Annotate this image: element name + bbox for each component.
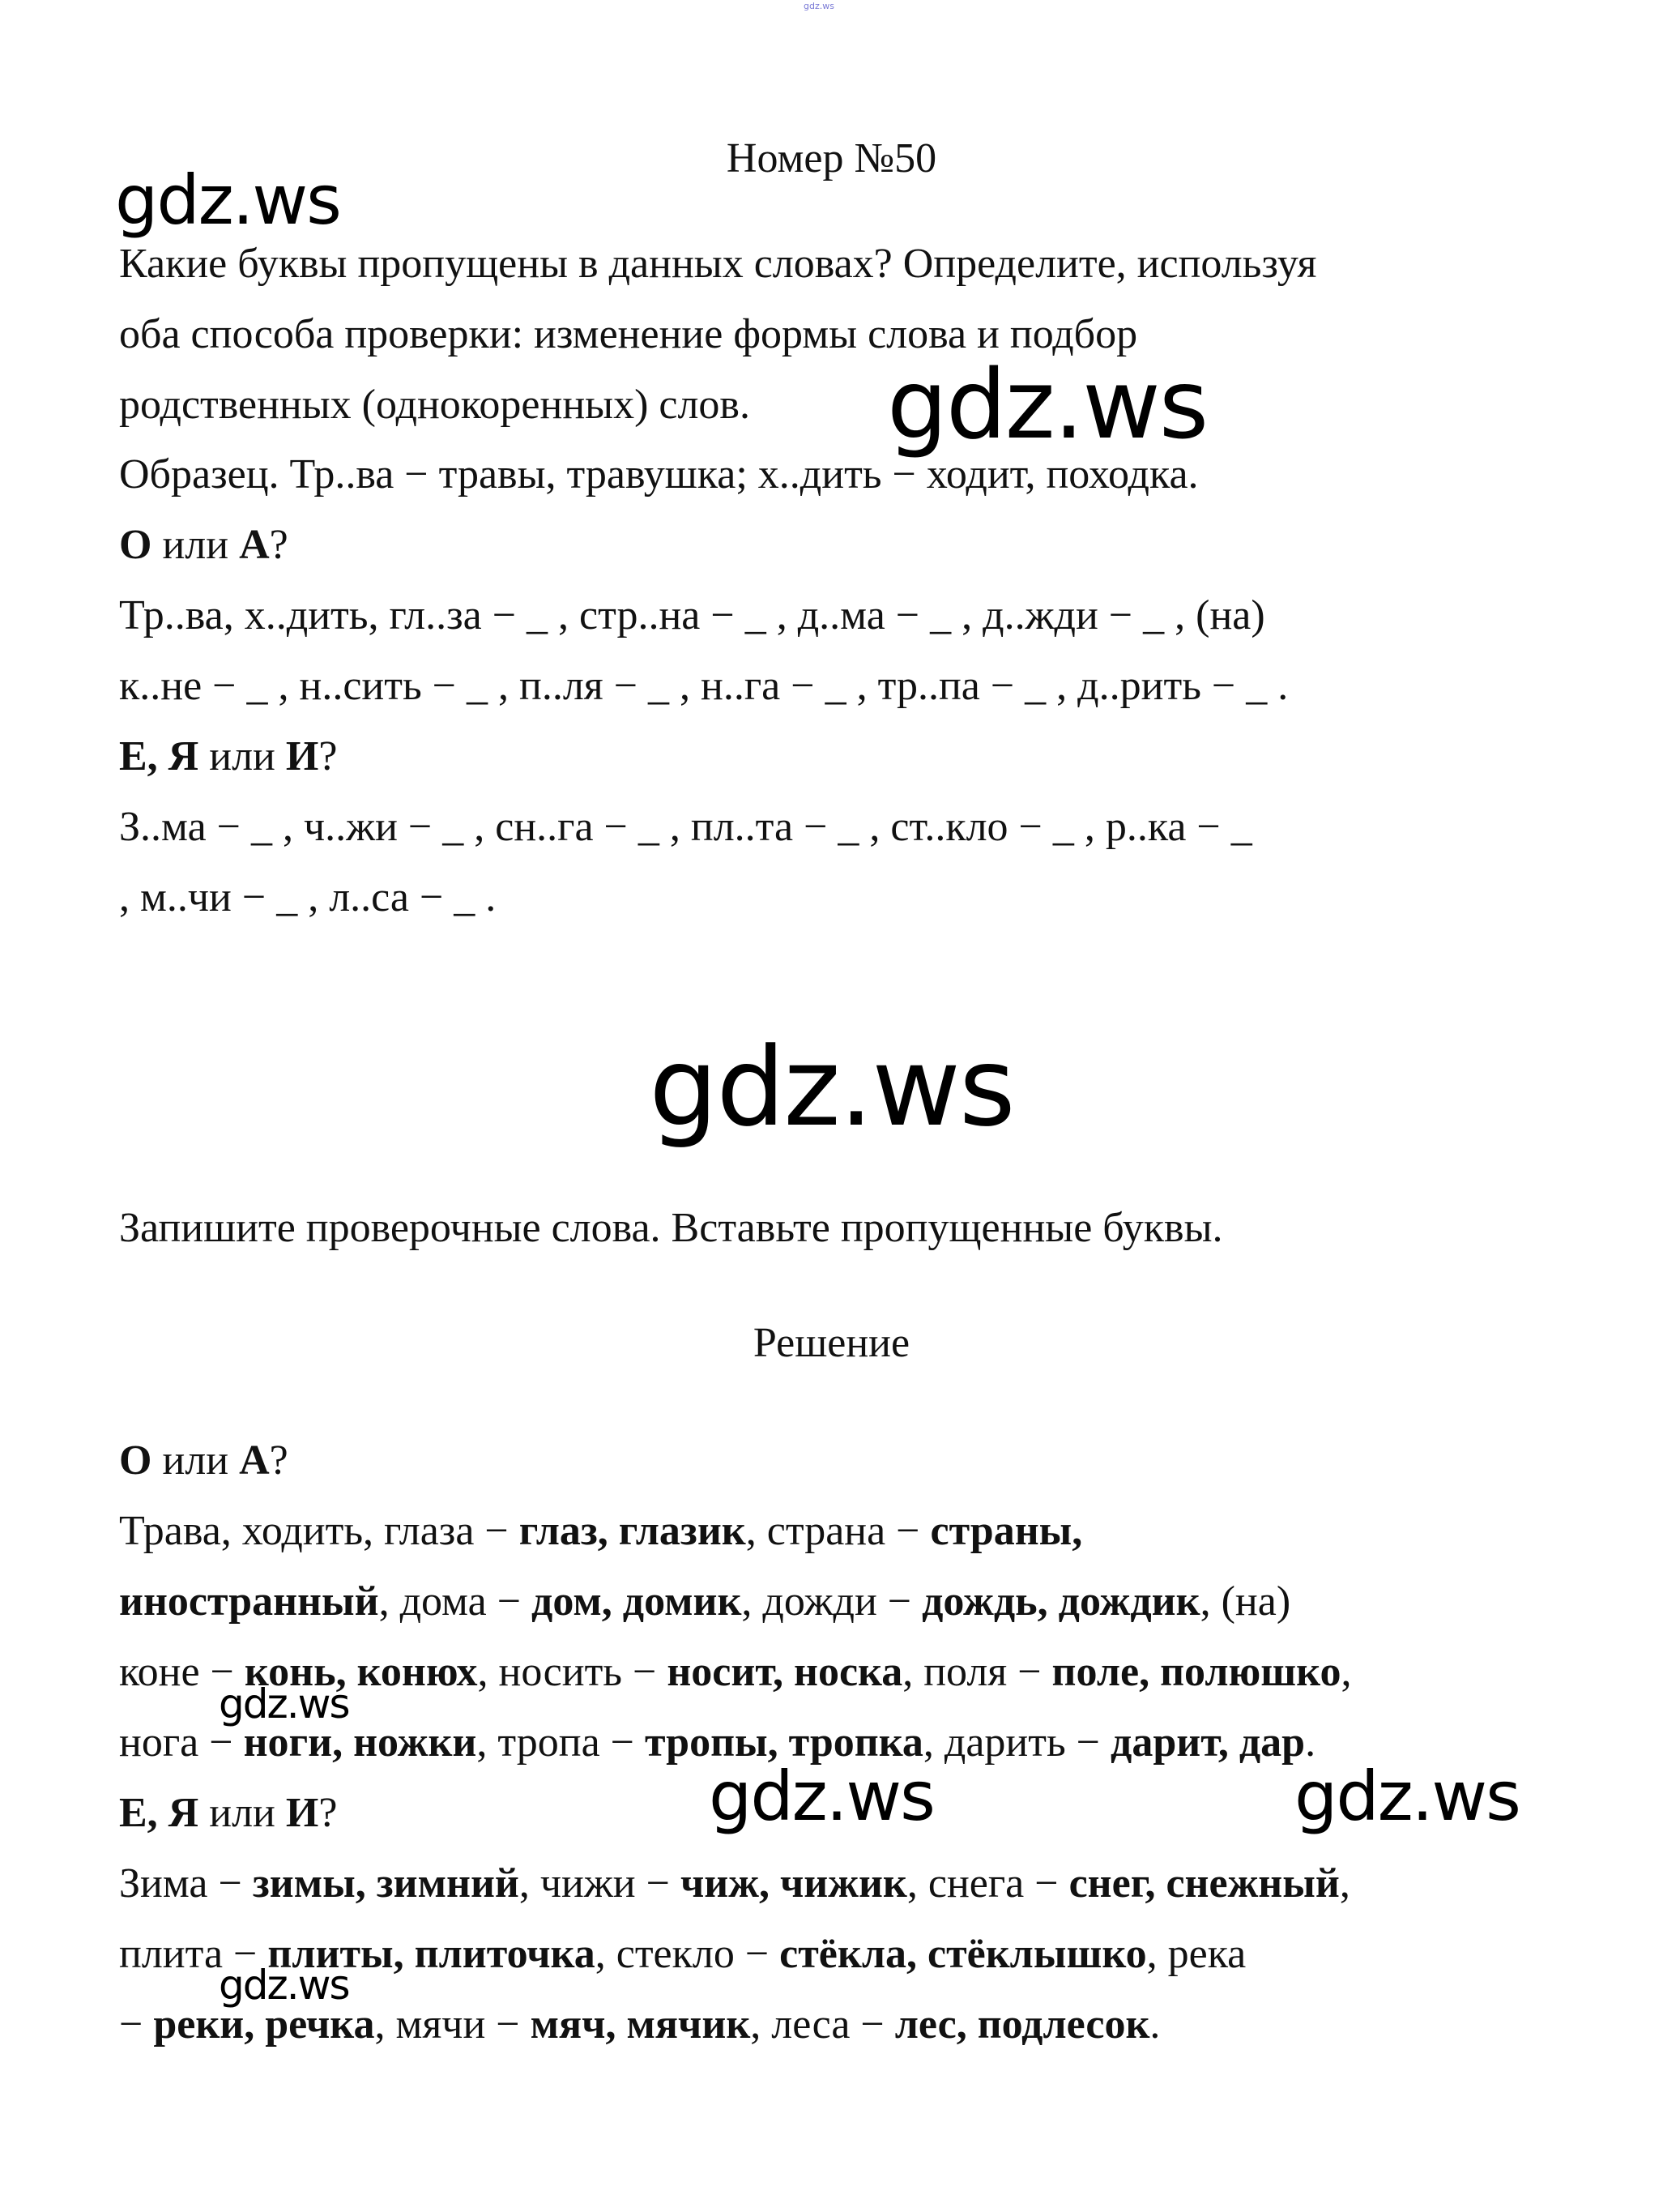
word-text: , чижи − [518,1860,680,1907]
word-text: , река [1146,1931,1247,1977]
word-text: , мячи − [374,2001,531,2048]
task-section2-heading: Е, Я или И? [119,733,338,779]
solution-line [119,1510,1082,1552]
watermark-tiny: gdz.ws [804,1,834,11]
answer-words: реки, речка [153,2001,375,2048]
solution-line [119,2001,1161,2048]
solution-title: Решение [753,1320,910,1366]
word-text: Трава, ходить, глаза − [119,1508,519,1554]
answer-words: поле, полюшко [1051,1649,1341,1695]
answer-words: дождь, дождик [922,1578,1200,1625]
answer-words: иностранный [119,1578,379,1625]
word-text: , [1341,1649,1352,1695]
answer-words: стёкла, стёклышко [779,1931,1147,1977]
instruction-line: Запишите проверочные слова. Вставьте пропущенные буквы. [119,1205,1223,1251]
answer-words: страны, [930,1508,1083,1554]
solution-section2-heading: Е, Я или И? [119,1790,338,1836]
answer-words: глаз, глазик [518,1508,746,1554]
answer-words: конь, конюх [244,1649,478,1695]
sample-line: Образец. Тр..ва − травы, травушка; х..дить − ходит, походка. [119,451,1199,497]
question-line-1: Какие буквы пропущены в данных словах? Определите, используя [119,241,1317,287]
solution-line [119,1860,1350,1907]
watermark-center: gdz.ws [649,1024,1014,1151]
answer-words: тропы, тропка [644,1719,923,1766]
word-text: коне − [119,1649,245,1695]
word-text: нога − [119,1719,244,1766]
word-text: , [1339,1860,1350,1907]
watermark-solution-right: gdz.ws [1294,1757,1520,1836]
answer-words: лес, подлесок [894,2001,1150,2048]
watermark-solution-mid: gdz.ws [709,1757,934,1836]
task-section1-line-1: Тр..ва, х..дить, гл..за − _ , стр..на − _ , д..ма − _ , д..жди − _ , (на) [119,592,1265,638]
answer-words: чиж, чижик [680,1860,907,1907]
word-text: , тропа − [476,1719,645,1766]
word-text: , поля − [902,1649,1052,1695]
question-line-3: родственных (однокоренных) слов. [119,382,750,428]
answer-words: зимы, зимний [252,1860,519,1907]
task-title: Номер №50 [726,135,937,181]
task-section1-line-2: к..не − _ , н..сить − _ , п..ля − _ , н..га − _ , тр..па − _ , д..рить − _ . [119,663,1289,709]
watermark-top-left: gdz.ws [115,160,340,240]
solution-line [119,1578,1291,1625]
question-line-2: оба способа проверки: изменение формы слова и подбор [119,311,1138,357]
task-section1-heading: О или А? [119,522,288,568]
answer-words: плиты, плиточка [267,1931,595,1977]
word-text: , стекло − [595,1931,780,1977]
answer-words: снег, снежный [1068,1860,1340,1907]
answer-words: дарит, дар [1111,1719,1306,1766]
word-text: , носить − [477,1649,667,1695]
task-section2-line-1: З..ма − _ , ч..жи − _ , сн..га − _ , пл..та − _ , ст..кло − _ , р..ка − _ [119,804,1252,850]
solution-section1-heading: О или А? [119,1437,288,1484]
word-text: , страна − [745,1508,931,1554]
word-text: . [1305,1719,1316,1766]
word-text: , (на) [1200,1578,1291,1625]
word-text: , дожди − [741,1578,923,1625]
watermark-mid-right: gdz.ws [887,348,1208,460]
word-text: , дарить − [923,1719,1111,1766]
word-text: , дома − [378,1578,532,1625]
word-text: , снега − [906,1860,1069,1907]
answer-words: носит, носка [667,1649,903,1695]
word-text: . [1149,2001,1161,2048]
answer-words: ноги, ножки [243,1719,477,1766]
word-text: Зима − [119,1860,253,1907]
answer-words: мяч, мячик [530,2001,751,2048]
watermark-solution-left-1: gdz.ws [219,1680,349,1727]
task-section2-line-2: , м..чи − _ , л..са − _ . [119,874,497,920]
word-text: плита − [119,1931,268,1977]
word-text: − [119,2001,154,2048]
answer-words: дом, домик [531,1578,742,1625]
word-text: , леса − [750,2001,895,2048]
watermark-solution-left-2: gdz.ws [219,1962,349,2009]
